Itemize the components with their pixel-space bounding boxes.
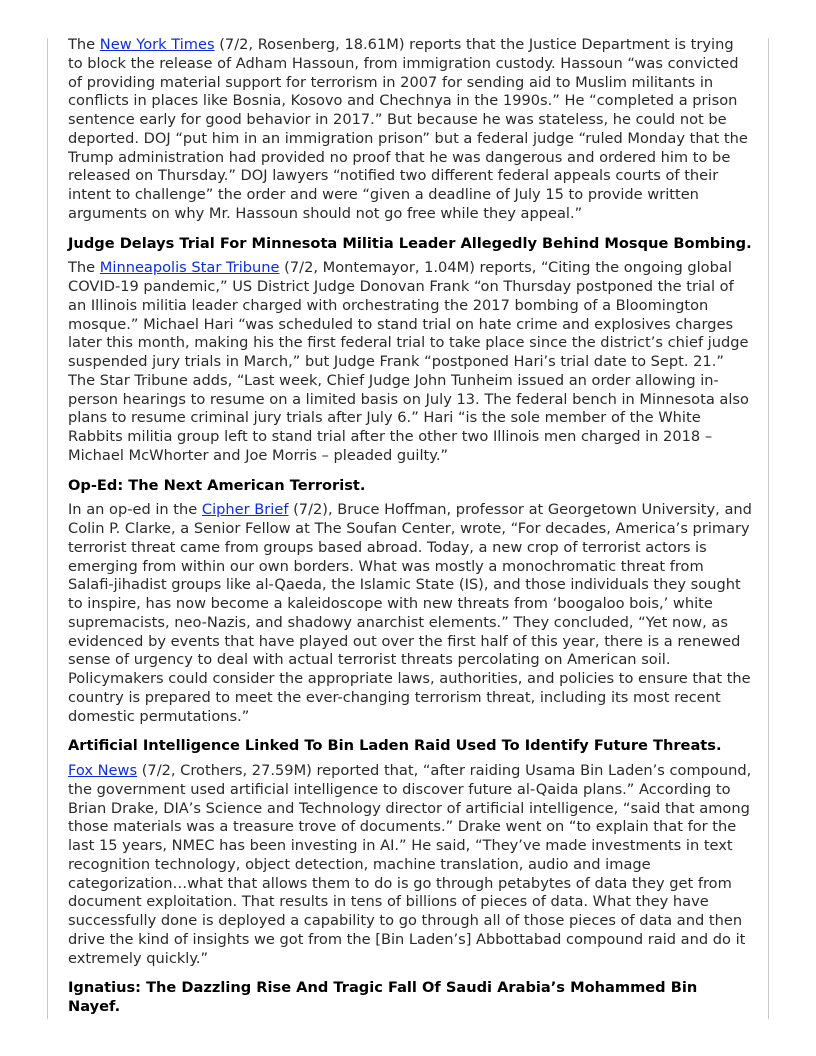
source-link-fox-news[interactable]: Fox News [68,762,138,779]
article-body [68,259,752,465]
article-body [68,501,752,726]
article-body [68,762,752,968]
body-text: (7/2, Montemayor, 1.04M) reports, “Citing the ongoing global COVID-19 pandemic,” US District Judge Donovan Frank “on Thursday postponed the trial of an Illinois militia leader charged with orchestrating the 2017 bombing of a Bloomington mosque.” Michael Hari “was scheduled to stand trial on hate crime and explosives charges later this month, making his the first federal trial to take place since the district’s chief judge suspended jury trials in March,” but Judge Frank “postponed Hari’s trial date to Sept. 21.” The Star Tribune adds, “Last week, Chief Judge John Tunheim issued an order allowing in-person hearings to resume on a limited basis on July 13. The federal bench in Minnesota also plans to resume criminal jury trials after July 6.” Hari “is the sole member of the White Rabbits militia group left to stand trial after the other two Illinois men charged in 2018 – Michael McWhorter and Joe Morris – pleaded guilty.” [68,259,749,464]
source-link-minneapolis-star-tribune[interactable]: Minneapolis Star Tribune [99,259,280,277]
body-text: (7/2, Crothers, 27.59M) reported that, “after raiding Usama Bin Laden’s compound, the government used artificial intelligence to discover future al-Qaida plans.” According to Brian Drake, DIA’s Science and Technology director of artificial intelligence, “said that among those materials was a treasure trove of documents.” Drake went on “to explain that for the last 15 years, NMEC has been investing in AI.” He said, “They’ve made investments in text recognition technology, object detection, machine translation, audio and image categorization…what that allows them to do is go through petabytes of data they get from document exploitation. That results in tens of billions of pieces of data. What they have successfully done is deployed a capability to go through all of those pieces of data and then drive the kind of insights we got from the [Bin Laden’s] Abbottabad compound raid and do it extremely quickly.” [68,762,752,967]
article-headline: Op-Ed: The Next American Terrorist. [68,476,366,494]
article-headline: Judge Delays Trial For Minnesota Militia Leader Allegedly Behind Mosque Bombing. [68,234,752,252]
body-text: (7/2), Bruce Hoffman, professor at Georgetown University, and Colin P. Clarke, a Senior Fellow at The Soufan Center, wrote, “For decades, America’s primary terrorist threat came from groups based abroad. Today, a new crop of terrorist actors is emerging from within our own borders. What was mostly a monochromatic threat from Salafi-jihadist groups like al-Qaeda, the Islamic State (IS), and those individuals they sought to inspire, has now become a kaleidoscope with new threats from ‘boogaloo bois,’ white supremacists, neo-Nazis, and shadowy anarchist elements.” They concluded, “Yet now, as evidenced by events that have played out over the first half of this year, there is a renewed sense of urgency to deal with actual terrorist threats percolating on American soil. Policymakers could consider the appropriate laws, authorities, and policies to ensure that the country is prepared to meet the ever-changing terrorism threat, including its most recent domestic permutations.” [68,501,752,725]
article-headline: Artificial Intelligence Linked To Bin Laden Raid Used To Identify Future Threats. [68,737,722,755]
source-link-cipher-brief[interactable]: Cipher Brief [201,501,289,519]
body-text-lead: The [68,259,100,277]
body-text-lead: In an op-ed in the [68,501,202,519]
body-text: (7/2, Rosenberg, 18.61M) reports that the Justice Department is trying to block the release of Adham Hassoun, from immigration custody. Hassoun “was convicted of providing material support for terrorism in 2007 for sending aid to Muslim militants in conflicts in places like Bosnia, Kosovo and Chechnya in the 1990s.” He “completed a prison sentence early for good behavior in 2017.” But because he was stateless, he could not be deported. DOJ “put him in an immigration prison” but a federal judge “ruled Monday that the Trump administration had provided no proof that he was dangerous and ordered him to be released on Thursday.” DOJ lawyers “notified two different federal appeals courts of their intent to challenge” the order and were “given a deadline of July 15 to provide written arguments on why Mr. Hassoun should not go free while they appeal.” [68,36,748,222]
page-border-left [47,38,48,1019]
article-headline: Ignatius: The Dazzling Rise And Tragic Fall Of Saudi Arabia’s Mohammed Bin Nayef. [68,979,698,1015]
source-link-new-york-times[interactable]: New York Times [99,36,215,53]
body-text-lead: The [68,36,100,53]
news-content [68,36,752,1017]
page-border-right [768,38,769,1019]
article-body [68,36,752,224]
